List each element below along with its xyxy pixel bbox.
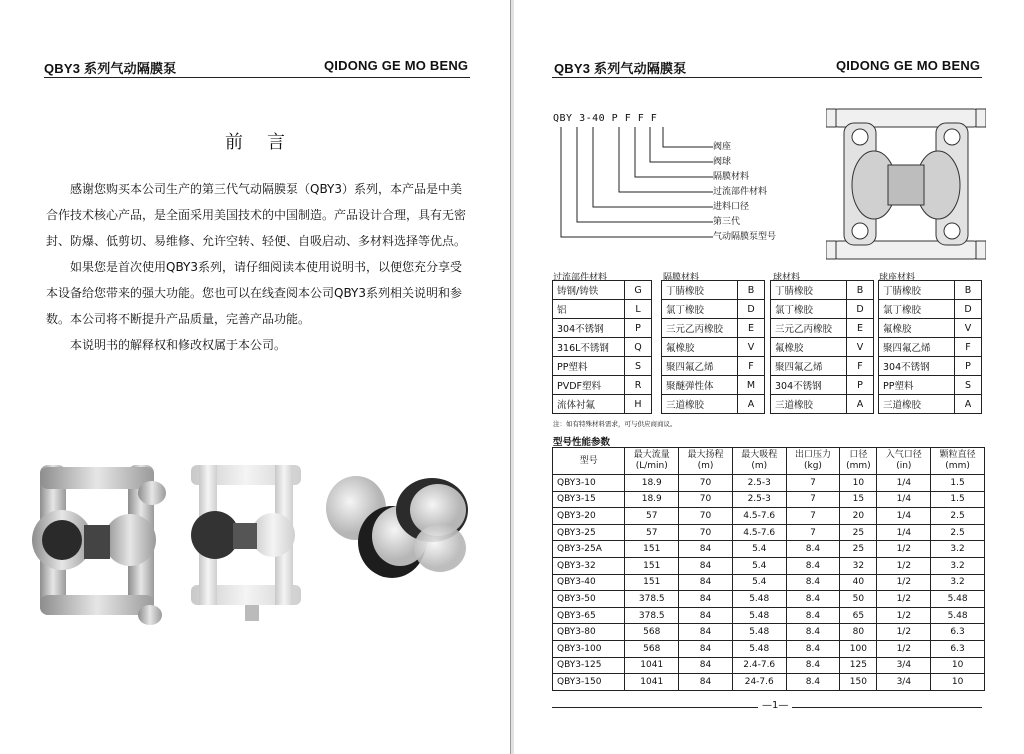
material-table-wetted <box>552 280 652 414</box>
header-unit: (kg) <box>803 461 822 471</box>
value-cell: 18.9 <box>625 491 679 508</box>
value-cell: 84 <box>679 574 733 591</box>
value-cell: 568 <box>625 624 679 641</box>
header-label: 最大流量 <box>633 450 670 460</box>
material-name: 三道橡胶 <box>662 395 738 414</box>
material-table-title: 过流部件材料 <box>553 273 608 283</box>
value-cell: 1/4 <box>877 491 931 508</box>
performance-row <box>553 591 985 608</box>
value-cell: 57 <box>625 524 679 541</box>
value-cell: 84 <box>679 541 733 558</box>
model-cell: QBY3-20 <box>553 508 625 525</box>
header-unit: (m) <box>751 461 768 471</box>
material-code: H <box>625 395 652 414</box>
value-cell: 80 <box>840 624 877 641</box>
material-code: B <box>847 281 874 300</box>
value-cell: 3.2 <box>931 557 985 574</box>
header-label: 型号 <box>579 455 598 466</box>
material-row <box>771 395 874 414</box>
model-code: QBY 3-40 P F F F <box>553 113 658 124</box>
value-cell: 378.5 <box>625 591 679 608</box>
material-name: 铝 <box>553 300 625 319</box>
value-cell: 25 <box>840 524 877 541</box>
material-code: P <box>847 376 874 395</box>
model-cell: QBY3-150 <box>553 674 625 691</box>
header-unit: (m) <box>697 461 714 471</box>
legend-model: 气动隔膜泵型号 <box>713 232 777 242</box>
material-code: M <box>738 376 765 395</box>
value-cell: 2.5-3 <box>732 491 786 508</box>
material-row <box>879 338 982 357</box>
material-row <box>879 376 982 395</box>
material-name: 三元乙丙橡胶 <box>771 319 847 338</box>
value-cell: 1.5 <box>931 491 985 508</box>
material-name: 氟橡胶 <box>662 338 738 357</box>
value-cell: 1/2 <box>877 624 931 641</box>
header-unit: (mm) <box>846 461 871 471</box>
material-name: 聚醚弹性体 <box>662 376 738 395</box>
material-row <box>662 395 765 414</box>
material-code: P <box>625 319 652 338</box>
value-cell: 378.5 <box>625 607 679 624</box>
value-cell: 1/2 <box>877 607 931 624</box>
material-name: 氟橡胶 <box>879 319 955 338</box>
value-cell: 84 <box>679 624 733 641</box>
material-code: G <box>625 281 652 300</box>
value-cell: 151 <box>625 574 679 591</box>
material-code: F <box>847 357 874 376</box>
material-row <box>879 300 982 319</box>
value-cell: 8.4 <box>786 541 840 558</box>
value-cell: 7 <box>786 475 840 492</box>
material-code: A <box>955 395 982 414</box>
value-cell: 65 <box>840 607 877 624</box>
performance-header-cell <box>840 448 877 475</box>
material-row <box>662 281 765 300</box>
performance-row <box>553 657 985 674</box>
value-cell: 5.48 <box>931 607 985 624</box>
header-title-right: QIDONG GE MO BENG <box>836 58 981 73</box>
value-cell: 50 <box>840 591 877 608</box>
value-cell: 18.9 <box>625 475 679 492</box>
intro-paragraph: 如果您是首次使用QBY3系列，请仔细阅读本使用说明书，以便您充分享受本设备给您带来的强大功能。您也可以在线查阅本公司QBY3系列相关说明和参数。本公司将不断提升产品质量，完善产品功能。 <box>46 260 462 326</box>
material-row <box>553 300 652 319</box>
model-cell: QBY3-125 <box>553 657 625 674</box>
header-label: 入气口径 <box>885 450 922 460</box>
material-row <box>879 357 982 376</box>
header-rule <box>552 77 982 78</box>
value-cell: 150 <box>840 674 877 691</box>
value-cell: 5.48 <box>732 591 786 608</box>
material-row <box>771 319 874 338</box>
value-cell: 100 <box>840 640 877 657</box>
intro-paragraph: 本说明书的解释权和修改权属于本公司。 <box>70 338 287 352</box>
value-cell: 57 <box>625 508 679 525</box>
value-cell: 151 <box>625 541 679 558</box>
material-row <box>662 357 765 376</box>
material-row <box>553 376 652 395</box>
pump-section-drawing <box>826 103 986 268</box>
value-cell: 3.2 <box>931 541 985 558</box>
value-cell: 1/2 <box>877 574 931 591</box>
material-name: PP塑料 <box>879 376 955 395</box>
value-cell: 2.5 <box>931 524 985 541</box>
performance-header-cell <box>553 448 625 475</box>
material-name: 氟橡胶 <box>771 338 847 357</box>
value-cell: 40 <box>840 574 877 591</box>
performance-header-row <box>553 448 985 475</box>
pump-photo-aluminum <box>30 445 170 640</box>
header-label: 颗粒直径 <box>939 450 976 460</box>
performance-row <box>553 640 985 657</box>
material-code: B <box>955 281 982 300</box>
value-cell: 4.5-7.6 <box>732 524 786 541</box>
value-cell: 1.5 <box>931 475 985 492</box>
value-cell: 25 <box>840 541 877 558</box>
material-code: E <box>847 319 874 338</box>
material-name: PP塑料 <box>553 357 625 376</box>
value-cell: 2.4-7.6 <box>732 657 786 674</box>
material-name: 流体衬氟 <box>553 395 625 414</box>
value-cell: 5.4 <box>732 574 786 591</box>
material-table-title: 隔膜材料 <box>663 273 700 283</box>
material-code: D <box>738 300 765 319</box>
value-cell: 1/2 <box>877 557 931 574</box>
material-row <box>553 338 652 357</box>
value-cell: 1/2 <box>877 640 931 657</box>
material-row <box>771 357 874 376</box>
performance-header-cell <box>786 448 840 475</box>
value-cell: 8.4 <box>786 657 840 674</box>
value-cell: 3/4 <box>877 674 931 691</box>
material-name: 316L不锈钢 <box>553 338 625 357</box>
value-cell: 5.48 <box>931 591 985 608</box>
value-cell: 32 <box>840 557 877 574</box>
model-cell: QBY3-25 <box>553 524 625 541</box>
value-cell: 1/2 <box>877 591 931 608</box>
value-cell: 4.5-7.6 <box>732 508 786 525</box>
material-name: 丁腈橡胶 <box>771 281 847 300</box>
model-cell: QBY3-40 <box>553 574 625 591</box>
value-cell: 84 <box>679 591 733 608</box>
material-row <box>771 338 874 357</box>
material-name: 聚四氟乙烯 <box>662 357 738 376</box>
material-table-ball <box>770 280 874 414</box>
material-note: 注：如有特殊材料需求，可与供应商商议。 <box>553 420 677 428</box>
value-cell: 3/4 <box>877 657 931 674</box>
value-cell: 8.4 <box>786 574 840 591</box>
performance-row <box>553 674 985 691</box>
material-code: V <box>955 319 982 338</box>
legend-valve-seat: 阀座 <box>713 142 732 152</box>
intro-text <box>46 176 470 358</box>
performance-row <box>553 624 985 641</box>
material-table-seat <box>878 280 982 414</box>
material-name: 氯丁橡胶 <box>879 300 955 319</box>
header-label: 最大吸程 <box>741 450 778 460</box>
value-cell: 1/4 <box>877 475 931 492</box>
value-cell: 10 <box>931 674 985 691</box>
value-cell: 8.4 <box>786 640 840 657</box>
value-cell: 1/4 <box>877 508 931 525</box>
value-cell: 2.5-3 <box>732 475 786 492</box>
value-cell: 84 <box>679 607 733 624</box>
model-cell: QBY3-32 <box>553 557 625 574</box>
material-row <box>662 376 765 395</box>
material-code: E <box>738 319 765 338</box>
material-name: 聚四氟乙烯 <box>879 338 955 357</box>
material-row <box>662 319 765 338</box>
value-cell: 15 <box>840 491 877 508</box>
material-row <box>553 319 652 338</box>
material-row <box>771 281 874 300</box>
value-cell: 6.3 <box>931 624 985 641</box>
value-cell: 8.4 <box>786 591 840 608</box>
material-name: 丁腈橡胶 <box>879 281 955 300</box>
value-cell: 6.3 <box>931 640 985 657</box>
material-row <box>662 300 765 319</box>
value-cell: 1041 <box>625 657 679 674</box>
material-name: 三元乙丙橡胶 <box>662 319 738 338</box>
value-cell: 5.4 <box>732 557 786 574</box>
material-name: 氯丁橡胶 <box>662 300 738 319</box>
header-label: 出口压力 <box>794 450 831 460</box>
performance-row <box>553 475 985 492</box>
legend-diaphragm: 隔膜材料 <box>713 172 750 182</box>
model-code-diagram <box>553 125 713 240</box>
material-name: PVDF塑料 <box>553 376 625 395</box>
material-name: 丁腈橡胶 <box>662 281 738 300</box>
performance-row <box>553 524 985 541</box>
performance-header-cell <box>877 448 931 475</box>
material-row <box>879 281 982 300</box>
value-cell: 84 <box>679 657 733 674</box>
material-row <box>662 338 765 357</box>
material-code: A <box>847 395 874 414</box>
value-cell: 7 <box>786 491 840 508</box>
material-row <box>879 319 982 338</box>
value-cell: 10 <box>931 657 985 674</box>
material-name: 304不锈钢 <box>771 376 847 395</box>
material-code: F <box>955 338 982 357</box>
value-cell: 70 <box>679 508 733 525</box>
material-name: 304不锈钢 <box>879 357 955 376</box>
performance-header-cell <box>679 448 733 475</box>
model-cell: QBY3-65 <box>553 607 625 624</box>
value-cell: 24-7.6 <box>732 674 786 691</box>
diaphragm-photo <box>320 470 480 600</box>
model-cell: QBY3-25A <box>553 541 625 558</box>
model-cell: QBY3-100 <box>553 640 625 657</box>
material-name: 氯丁橡胶 <box>771 300 847 319</box>
material-code: D <box>847 300 874 319</box>
value-cell: 84 <box>679 640 733 657</box>
performance-row <box>553 607 985 624</box>
material-code: Q <box>625 338 652 357</box>
value-cell: 3.2 <box>931 574 985 591</box>
header-title-left: QBY3 系列气动隔膜泵 <box>44 61 177 76</box>
value-cell: 70 <box>679 524 733 541</box>
material-row <box>771 376 874 395</box>
material-row <box>879 395 982 414</box>
material-code: V <box>738 338 765 357</box>
material-code: S <box>625 357 652 376</box>
performance-row <box>553 508 985 525</box>
header-unit: (in) <box>896 461 912 471</box>
header-title-right: QIDONG GE MO BENG <box>324 58 469 73</box>
material-name: 铸钢/铸铁 <box>553 281 625 300</box>
material-name: 304不锈钢 <box>553 319 625 338</box>
value-cell: 84 <box>679 674 733 691</box>
material-table-title: 球座材料 <box>879 273 916 283</box>
material-name: 三道橡胶 <box>771 395 847 414</box>
material-code: B <box>738 281 765 300</box>
page-title: 前言 <box>225 132 309 153</box>
material-row <box>553 281 652 300</box>
value-cell: 8.4 <box>786 624 840 641</box>
performance-header-cell <box>625 448 679 475</box>
legend-generation: 第三代 <box>713 217 741 227</box>
value-cell: 2.5 <box>931 508 985 525</box>
value-cell: 5.48 <box>732 640 786 657</box>
value-cell: 1/4 <box>877 524 931 541</box>
material-table-title: 球材料 <box>773 273 801 283</box>
value-cell: 84 <box>679 557 733 574</box>
value-cell: 7 <box>786 508 840 525</box>
performance-table <box>552 447 985 691</box>
value-cell: 5.48 <box>732 624 786 641</box>
legend-valve-ball: 阀球 <box>713 157 732 167</box>
value-cell: 70 <box>679 491 733 508</box>
value-cell: 568 <box>625 640 679 657</box>
material-row <box>553 395 652 414</box>
value-cell: 7 <box>786 524 840 541</box>
value-cell: 5.48 <box>732 607 786 624</box>
value-cell: 5.4 <box>732 541 786 558</box>
value-cell: 20 <box>840 508 877 525</box>
header-label: 最大扬程 <box>687 450 724 460</box>
material-code: V <box>847 338 874 357</box>
performance-row <box>553 491 985 508</box>
performance-title: 型号性能参数 <box>553 437 611 448</box>
material-code: P <box>955 357 982 376</box>
material-code: L <box>625 300 652 319</box>
value-cell: 151 <box>625 557 679 574</box>
header-unit: (L/min) <box>635 461 668 471</box>
value-cell: 1041 <box>625 674 679 691</box>
model-cell: QBY3-50 <box>553 591 625 608</box>
value-cell: 8.4 <box>786 557 840 574</box>
value-cell: 8.4 <box>786 674 840 691</box>
left-page <box>0 0 510 754</box>
header-unit: (mm) <box>945 461 970 471</box>
header-label: 口径 <box>849 450 868 460</box>
page-number: —1— <box>758 700 792 711</box>
model-cell: QBY3-80 <box>553 624 625 641</box>
model-cell: QBY3-15 <box>553 491 625 508</box>
value-cell: 8.4 <box>786 607 840 624</box>
legend-wetted-parts: 过流部件材料 <box>713 187 768 197</box>
value-cell: 70 <box>679 475 733 492</box>
value-cell: 10 <box>840 475 877 492</box>
material-row <box>771 300 874 319</box>
material-name: 三道橡胶 <box>879 395 955 414</box>
performance-row <box>553 574 985 591</box>
pump-photo-plastic <box>185 455 305 625</box>
material-row <box>553 357 652 376</box>
model-cell: QBY3-10 <box>553 475 625 492</box>
material-code: F <box>738 357 765 376</box>
material-code: R <box>625 376 652 395</box>
material-code: A <box>738 395 765 414</box>
performance-row <box>553 541 985 558</box>
header-rule <box>44 77 470 78</box>
intro-paragraph: 感谢您购买本公司生产的第三代气动隔膜泵（QBY3）系列，本产品是中美合作技术核心产品，是全面采用美国技术的中国制造。产品设计合理，具有无密封、防爆、低剪切、易维修、允许空转、轻便、自吸启动、多材料选择等优点。 <box>46 182 467 248</box>
material-code: D <box>955 300 982 319</box>
legend-inlet-size: 进料口径 <box>713 202 750 212</box>
value-cell: 125 <box>840 657 877 674</box>
performance-header-cell <box>732 448 786 475</box>
performance-header-cell <box>931 448 985 475</box>
value-cell: 1/2 <box>877 541 931 558</box>
material-name: 聚四氟乙烯 <box>771 357 847 376</box>
material-table-diaphragm <box>661 280 765 414</box>
header-title-left: QBY3 系列气动隔膜泵 <box>554 61 687 76</box>
material-code: S <box>955 376 982 395</box>
performance-row <box>553 557 985 574</box>
